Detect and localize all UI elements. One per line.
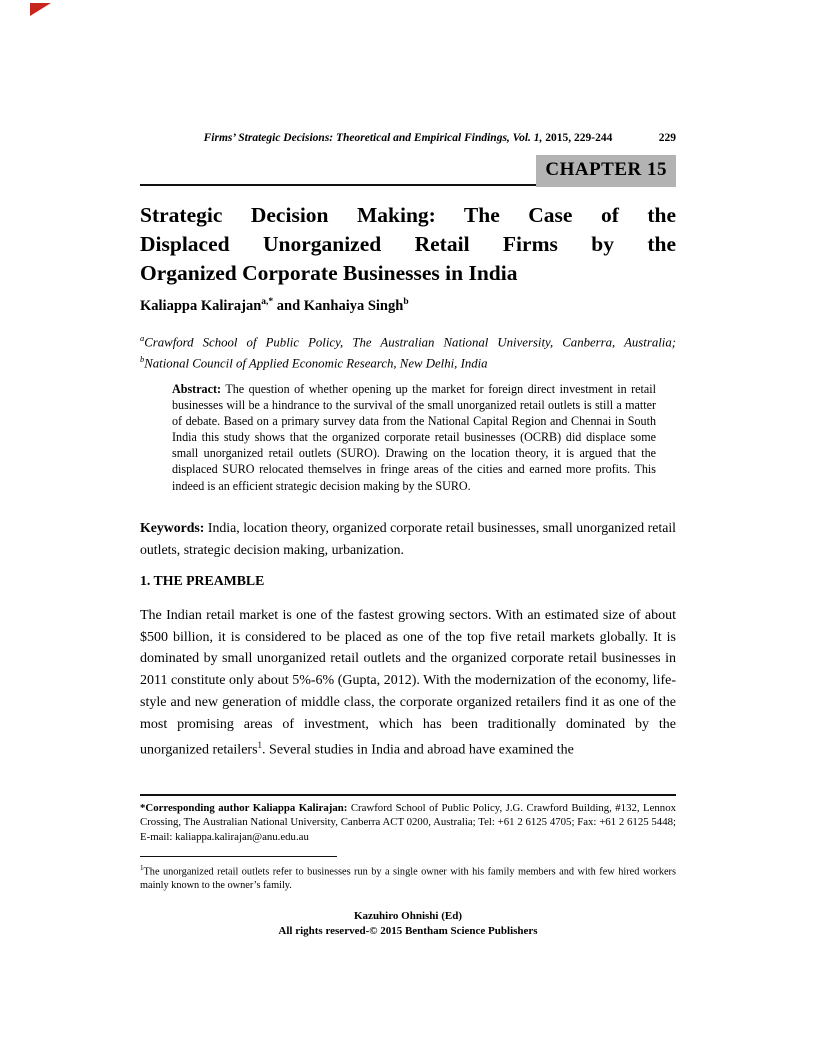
footnote-number: 1: [140, 864, 144, 872]
footnote-reference: 1: [257, 740, 263, 751]
corresponding-author-text: Crawford School of Public Policy, J.G. Crawford Building, #132, Lennox Crossing, The Australian National University, Canberra ACT 0200, Australia; Tel: +61 2 6125 4705; Fax: +61 2 6125 5448; E-mail:: [140, 802, 677, 843]
running-head-pages: 2015, 229-244: [542, 132, 613, 144]
paper-title: [140, 201, 676, 288]
red-corner-marker-icon: [30, 3, 51, 16]
running-head-book-title: Firms’ Strategic Decisions: Theoretical and Empirical Findings, Vol. 1,: [203, 132, 543, 144]
paragraph-text: . Several studies in India and abroad have examined the: [262, 742, 574, 758]
running-head: [140, 132, 676, 144]
title-line: Strategic Decision Making: The Case of the: [140, 203, 676, 227]
title-line: Organized Corporate Businesses in India: [140, 261, 518, 285]
footnote: [140, 862, 676, 893]
affiliation-superscript: a: [140, 333, 145, 343]
affiliation-line: [140, 330, 676, 351]
author-name: Kanhaiya Singh: [303, 297, 404, 314]
keywords-block: [140, 517, 676, 560]
author-name: Kaliappa Kalirajan: [140, 297, 262, 314]
keywords-label: Keywords:: [140, 520, 205, 535]
author-affiliation-superscript: a,*: [261, 297, 274, 307]
chapter-banner: CHAPTER 15: [536, 155, 676, 187]
affiliations: [140, 330, 676, 373]
affiliation-text: National Council of Applied Economic Research, New Delhi, India: [144, 356, 488, 371]
affiliation-text: Crawford School of Public Policy, The Australian National University, Canberra, Australia;: [144, 335, 676, 350]
abstract-label: Abstract:: [172, 382, 222, 396]
corresponding-author-note: [140, 801, 676, 844]
abstract-block: [172, 381, 656, 494]
abstract-text: The question of whether opening up the market for foreign direct investment in retail businesses will be a hindrance to the survival of the small unorganized retail outlets is still a matter of debate. Based on a primary survey data from the National Capital Region and Chennai in South India this study shows that the organized corporate retail businesses (OCRB) did displace some small unorganized retail outlets (SURO). Drawing on the location theory, it is argued that the displaced SURO relocated themselves in fringe areas of the cities and earned more profits. This indeed is an efficient strategic decision making by the SURO.: [172, 382, 656, 493]
copyright-credit: All rights reserved-© 2015 Bentham Science Publishers: [278, 924, 538, 937]
keywords-text: India, location theory, organized corporate retail businesses, small unorganized retail outlets, strategic decision making, urbanization.: [140, 520, 676, 557]
page-number: 229: [658, 132, 676, 144]
author-affiliation-superscript: b: [403, 297, 409, 307]
body-paragraph: [140, 605, 676, 762]
footnote-divider-rule: [140, 856, 337, 857]
footer-divider-rule: [140, 794, 676, 796]
affiliation-superscript: b: [140, 354, 145, 365]
publisher-credits: [0, 909, 816, 938]
affiliation-line: [140, 351, 676, 372]
title-line: Displaced Unorganized Retail Firms by the: [140, 232, 676, 256]
editor-credit: Kazuhiro Ohnishi (Ed): [354, 910, 462, 922]
paragraph-text: The Indian retail market is one of the fastest growing sectors. With an estimated size of about $500 billion, it is considered to be placed as one of the top five retail markets globally. It is dominated by small unorganized retail outlets and the organized corporate retail businesses in 2011 constitute only about 5%-6% (Gupta, 2012). With the modernization of the economy, life-style and new generation of middle class, the corporate organized retailers find it as one of the most promising areas of investment, which has been traditionally dominated by the unorganized retailers: [140, 608, 676, 758]
authors-connector: and: [273, 297, 304, 314]
corresponding-author-email: kaliappa.kalirajan@anu.edu.au: [175, 830, 309, 843]
authors-line: [140, 297, 676, 315]
section-heading: 1. THE PREAMBLE: [140, 573, 265, 588]
footnote-text: The unorganized retail outlets refer to businesses run by a single owner with his family members and with few hired workers mainly known to the owner’s family.: [140, 866, 676, 892]
corresponding-author-label: *Corresponding author Kaliappa Kalirajan:: [140, 802, 348, 814]
